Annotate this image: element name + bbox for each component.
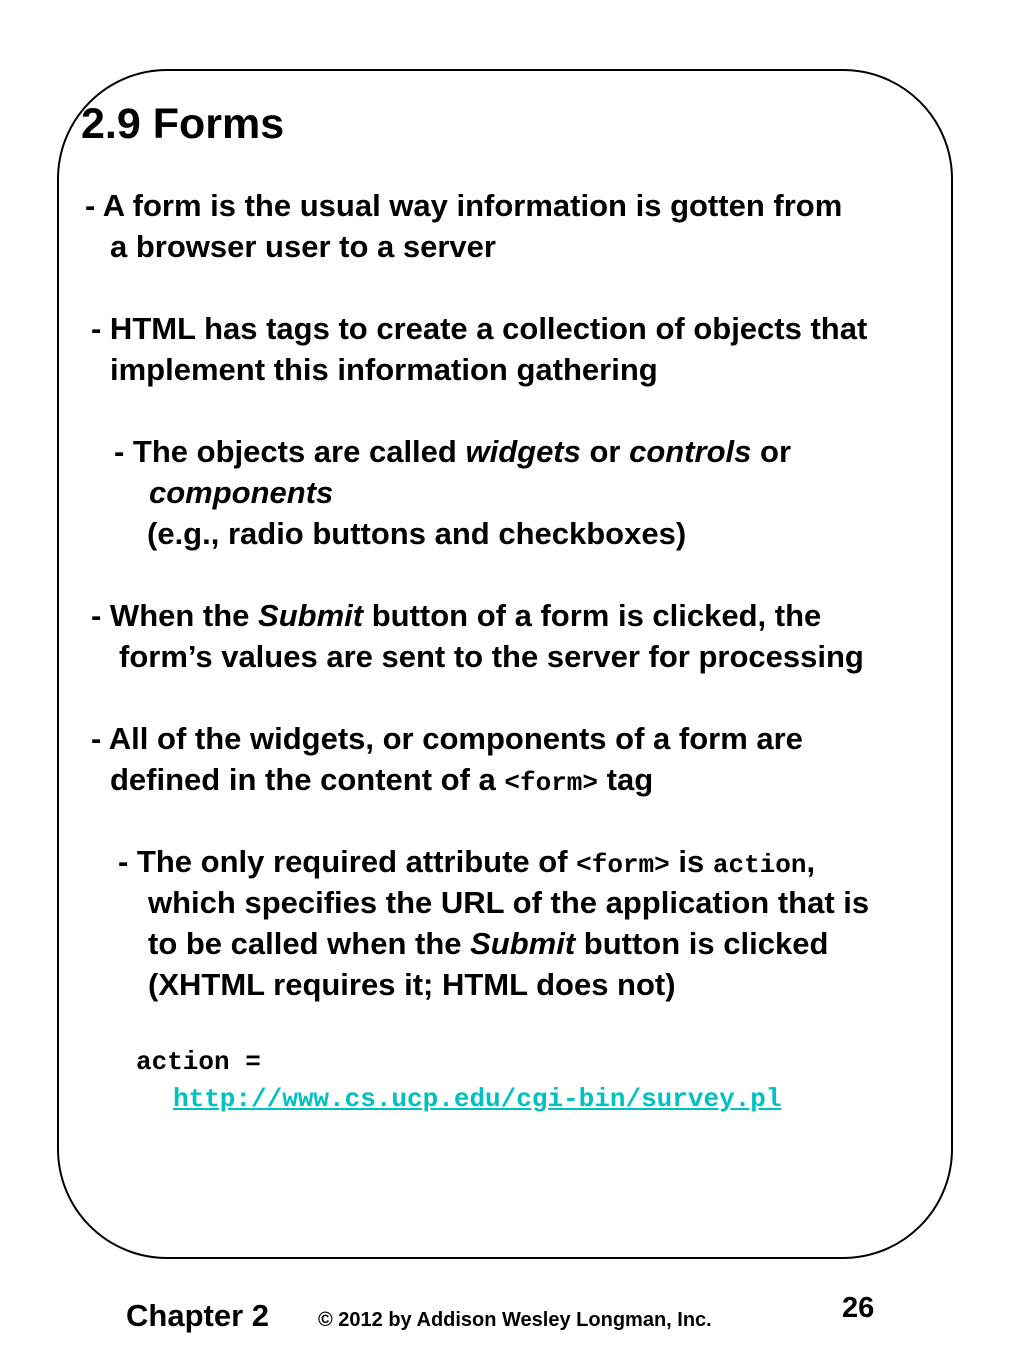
bullet-3-line-1: - The objects are called widgets or controls or: [114, 434, 792, 469]
slide-title: 2.9 Forms: [81, 100, 285, 148]
bullet-6-line-4: (XHTML requires it; HTML does not): [148, 967, 676, 1002]
bullet-4-line-2: form’s values are sent to the server for processing: [119, 639, 864, 674]
page-number: 26: [842, 1292, 875, 1324]
bullet-5-line-2: defined in the content of a <form> tag: [110, 762, 654, 798]
bullet-3-line-3: (e.g., radio buttons and checkboxes): [147, 516, 687, 551]
term-widgets: widgets: [465, 434, 581, 469]
form-tag-code: <form>: [576, 850, 670, 880]
bullet-2-line-1: - HTML has tags to create a collection of objects that: [91, 311, 868, 346]
bullet-3-line-2: [149, 477, 333, 508]
bullet-5-line-1: - All of the widgets, or components of a form are: [91, 721, 803, 756]
bullet-6-line-3: to be called when the Submit button is clicked: [148, 926, 829, 961]
form-tag-code: <form>: [504, 768, 599, 798]
footer-chapter: Chapter 2: [126, 1298, 269, 1333]
action-attribute-code: action: [712, 850, 807, 880]
term-submit: Submit: [470, 926, 576, 961]
term-components: components: [149, 475, 334, 510]
bullet-1-line-2: a browser user to a server: [110, 229, 496, 264]
bullet-6-line-1: - The only required attribute of <form> is action,: [118, 844, 816, 880]
footer-copyright: © 2012 by Addison Wesley Longman, Inc.: [318, 1309, 712, 1331]
code-action-label: action =: [136, 1047, 261, 1077]
survey-url-link[interactable]: http://www.cs.ucp.edu/cgi-bin/survey.pl: [173, 1084, 782, 1114]
term-submit: Submit: [258, 598, 364, 633]
bullet-2-line-2: implement this information gathering: [110, 352, 658, 387]
bullet-6-line-2: which specifies the URL of the application that is: [148, 885, 870, 920]
bullet-1-line-1: - A form is the usual way information is gotten from: [85, 188, 843, 223]
term-controls: controls: [629, 434, 752, 469]
bullet-4-line-1: - When the Submit button of a form is clicked, the: [91, 598, 822, 633]
